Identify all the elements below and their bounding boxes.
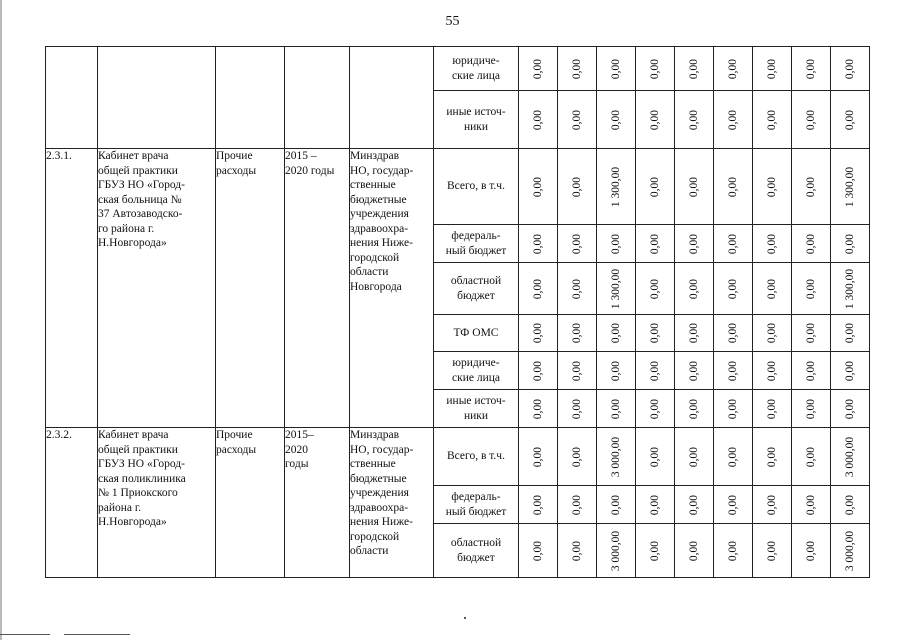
table-row xyxy=(46,47,870,91)
value-cell: 0,00 xyxy=(558,352,597,390)
value-cell: 0,00 xyxy=(558,47,597,91)
value-cell: 0,00 xyxy=(831,91,870,149)
value-cell: 0,00 xyxy=(753,352,792,390)
value-cell: 1 300,00 xyxy=(597,149,636,225)
value-cell: 0,00 xyxy=(753,263,792,315)
value-cell: 0,00 xyxy=(831,315,870,352)
item-name: Кабинет врача общей практики ГБУЗ НО «Город- ская больница № 37 Автозаводско- го района г. Н.Новгорода» xyxy=(98,149,216,428)
period-cell xyxy=(285,47,350,149)
value-cell: 0,00 xyxy=(714,428,753,486)
value-cell: 0,00 xyxy=(792,352,831,390)
value-cell: 0,00 xyxy=(831,486,870,524)
value-cell: 0,00 xyxy=(831,47,870,91)
value-cell: 0,00 xyxy=(558,149,597,225)
source-label: иные источ- ники xyxy=(434,390,519,428)
expense-type-cell xyxy=(216,47,285,149)
value-cell: 0,00 xyxy=(714,352,753,390)
item-expense-type: Прочие расходы xyxy=(216,428,285,578)
value-cell: 0,00 xyxy=(558,428,597,486)
value-cell: 0,00 xyxy=(792,263,831,315)
scan-dot xyxy=(464,617,466,619)
value-cell: 0,00 xyxy=(519,428,558,486)
value-cell: 0,00 xyxy=(753,225,792,263)
value-cell: 3 000,00 xyxy=(597,428,636,486)
value-cell: 0,00 xyxy=(714,315,753,352)
value-cell: 0,00 xyxy=(636,352,675,390)
value-cell: 0,00 xyxy=(675,315,714,352)
value-cell: 0,00 xyxy=(792,428,831,486)
item-expense-type: Прочие расходы xyxy=(216,149,285,428)
value-cell: 0,00 xyxy=(519,352,558,390)
source-label: федераль- ный бюджет xyxy=(434,486,519,524)
page-edge xyxy=(0,0,2,640)
item-number: 2.3.1. xyxy=(46,149,98,428)
table-body xyxy=(46,47,870,578)
value-cell: 0,00 xyxy=(675,225,714,263)
value-cell: 0,00 xyxy=(597,315,636,352)
value-cell: 0,00 xyxy=(675,91,714,149)
table-row xyxy=(46,428,870,486)
value-cell: 0,00 xyxy=(519,315,558,352)
value-cell: 0,00 xyxy=(519,390,558,428)
value-cell: 0,00 xyxy=(753,315,792,352)
value-cell: 0,00 xyxy=(597,225,636,263)
source-label: областной бюджет xyxy=(434,524,519,578)
value-cell: 0,00 xyxy=(558,225,597,263)
value-cell: 0,00 xyxy=(831,225,870,263)
value-cell: 0,00 xyxy=(558,390,597,428)
value-cell: 0,00 xyxy=(636,47,675,91)
value-cell: 0,00 xyxy=(597,486,636,524)
executor-cell xyxy=(350,47,434,149)
item-period: 2015– 2020 годы xyxy=(285,428,350,578)
item-number: 2.3.2. xyxy=(46,428,98,578)
value-cell: 1 300,00 xyxy=(831,263,870,315)
value-cell: 0,00 xyxy=(636,315,675,352)
source-label: Всего, в т.ч. xyxy=(434,428,519,486)
value-cell: 0,00 xyxy=(558,486,597,524)
value-cell: 0,00 xyxy=(597,352,636,390)
source-label: федераль- ный бюджет xyxy=(434,225,519,263)
value-cell: 0,00 xyxy=(636,263,675,315)
value-cell: 0,00 xyxy=(753,390,792,428)
value-cell: 0,00 xyxy=(753,524,792,578)
source-label: юридиче- ские лица xyxy=(434,47,519,91)
value-cell: 0,00 xyxy=(714,524,753,578)
value-cell: 0,00 xyxy=(753,47,792,91)
value-cell: 0,00 xyxy=(675,47,714,91)
budget-table xyxy=(45,46,870,578)
value-cell: 0,00 xyxy=(636,390,675,428)
value-cell: 0,00 xyxy=(675,390,714,428)
value-cell: 0,00 xyxy=(792,91,831,149)
value-cell: 0,00 xyxy=(792,225,831,263)
value-cell: 0,00 xyxy=(519,263,558,315)
source-label: юридиче- ские лица xyxy=(434,352,519,390)
value-cell: 0,00 xyxy=(675,352,714,390)
value-cell: 0,00 xyxy=(714,390,753,428)
number-cell xyxy=(46,47,98,149)
value-cell: 0,00 xyxy=(714,486,753,524)
value-cell: 0,00 xyxy=(597,47,636,91)
source-label: областной бюджет xyxy=(434,263,519,315)
item-executor: Минздрав НО, государ- ственные бюджетные учреждения здравоохра- нения Ниже- городской области xyxy=(350,428,434,578)
value-cell: 0,00 xyxy=(519,47,558,91)
value-cell: 0,00 xyxy=(636,91,675,149)
value-cell: 0,00 xyxy=(636,225,675,263)
value-cell: 0,00 xyxy=(636,428,675,486)
value-cell: 0,00 xyxy=(519,225,558,263)
value-cell: 3 000,00 xyxy=(831,428,870,486)
value-cell: 0,00 xyxy=(792,315,831,352)
value-cell: 0,00 xyxy=(753,486,792,524)
value-cell: 1 300,00 xyxy=(831,149,870,225)
value-cell: 0,00 xyxy=(714,149,753,225)
value-cell: 3 000,00 xyxy=(597,524,636,578)
page-number: 55 xyxy=(445,14,460,29)
source-label: Всего, в т.ч. xyxy=(434,149,519,225)
name-cell xyxy=(98,47,216,149)
value-cell: 0,00 xyxy=(636,149,675,225)
value-cell: 0,00 xyxy=(558,315,597,352)
value-cell: 0,00 xyxy=(675,486,714,524)
value-cell: 0,00 xyxy=(831,390,870,428)
value-cell: 0,00 xyxy=(519,524,558,578)
table-row xyxy=(46,149,870,225)
value-cell: 0,00 xyxy=(792,486,831,524)
item-name: Кабинет врача общей практики ГБУЗ НО «Город- ская поликлиника № 1 Приокского района г. Н.Новгорода» xyxy=(98,428,216,578)
value-cell: 0,00 xyxy=(675,428,714,486)
value-cell: 0,00 xyxy=(714,263,753,315)
value-cell: 1 300,00 xyxy=(597,263,636,315)
value-cell: 0,00 xyxy=(714,47,753,91)
value-cell: 0,00 xyxy=(753,428,792,486)
value-cell: 0,00 xyxy=(597,91,636,149)
value-cell: 0,00 xyxy=(675,524,714,578)
value-cell: 0,00 xyxy=(714,225,753,263)
value-cell: 0,00 xyxy=(636,486,675,524)
value-cell: 0,00 xyxy=(753,91,792,149)
value-cell: 0,00 xyxy=(519,91,558,149)
source-label: иные источ- ники xyxy=(434,91,519,149)
value-cell: 0,00 xyxy=(714,91,753,149)
value-cell: 0,00 xyxy=(558,524,597,578)
value-cell: 0,00 xyxy=(519,486,558,524)
value-cell: 0,00 xyxy=(831,352,870,390)
value-cell: 0,00 xyxy=(792,149,831,225)
item-period: 2015 – 2020 годы xyxy=(285,149,350,428)
value-cell: 0,00 xyxy=(753,149,792,225)
value-cell: 0,00 xyxy=(558,91,597,149)
value-cell: 0,00 xyxy=(792,524,831,578)
source-label: ТФ ОМС xyxy=(434,315,519,352)
value-cell: 0,00 xyxy=(675,263,714,315)
value-cell: 0,00 xyxy=(675,149,714,225)
value-cell: 3 000,00 xyxy=(831,524,870,578)
value-cell: 0,00 xyxy=(558,263,597,315)
footer-rule xyxy=(0,634,50,635)
item-executor: Минздрав НО, государ- ственные бюджетные учреждения здравоохра- нения Ниже- городской области Новгорода xyxy=(350,149,434,428)
value-cell: 0,00 xyxy=(597,390,636,428)
value-cell: 0,00 xyxy=(792,390,831,428)
value-cell: 0,00 xyxy=(519,149,558,225)
value-cell: 0,00 xyxy=(792,47,831,91)
value-cell: 0,00 xyxy=(636,524,675,578)
footer-rule xyxy=(64,634,130,635)
